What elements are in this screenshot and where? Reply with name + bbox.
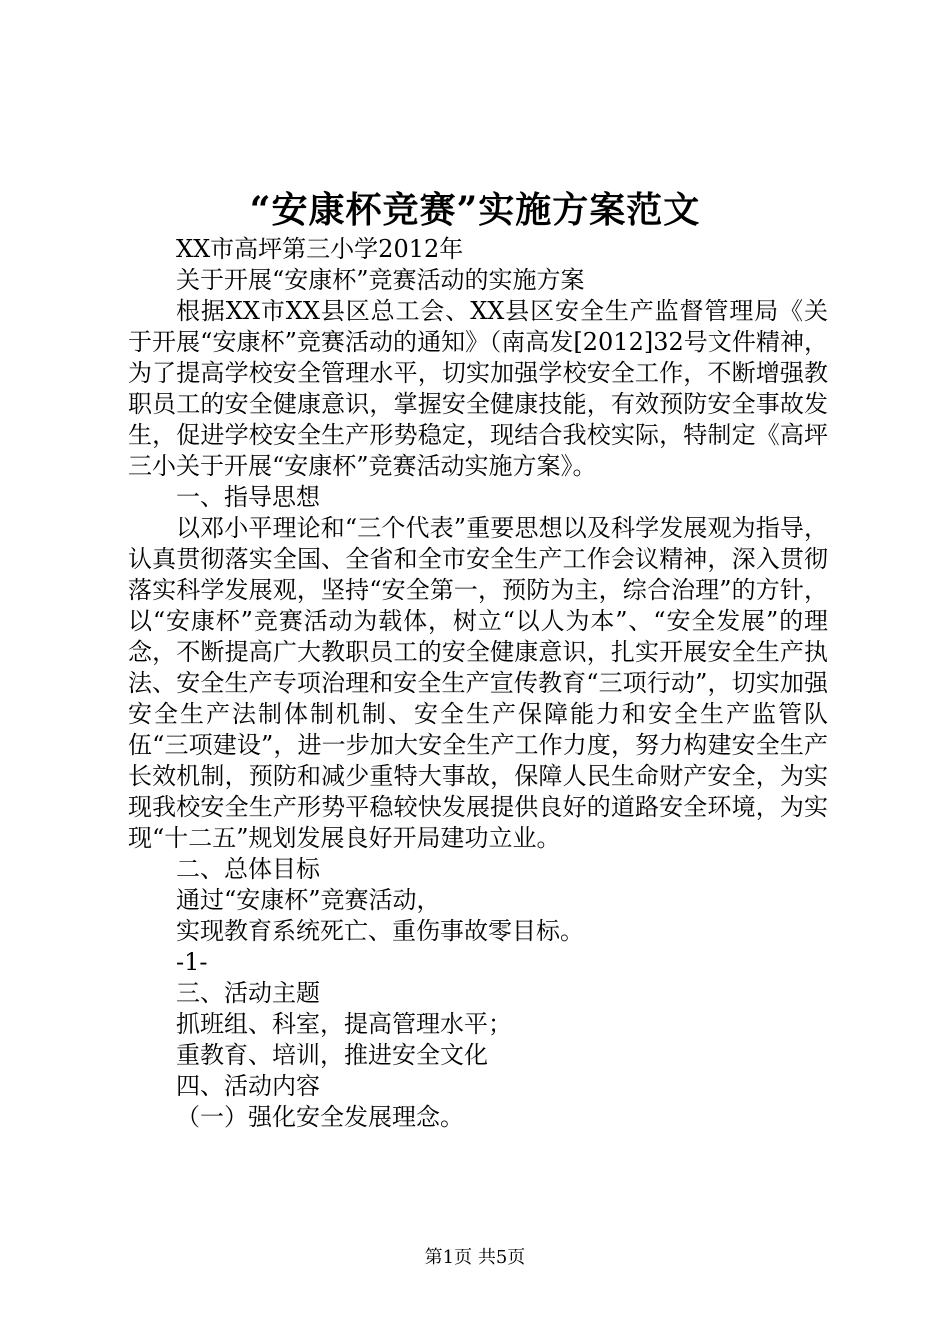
school-year-line: XX市高坪第三小学2012年	[176, 235, 464, 263]
page-marker: -1-	[176, 948, 208, 976]
section1-paragraph: 以邓小平理论和“三个代表”重要思想以及科学发展观为指导，认真贯彻落实全国、全省和全市安全生产工作会议精神，深入贯彻落实科学发展观，坚持“安全第一，预防为主，综合治理”的方针，以“安康杯”竞赛活动为载体，树立“以人为本”、“安全发展”的理念，不断提高广大教职员工的安全健康意识，扎实开展安全生产执法、安全生产专项治理和安全生产宣传教育“三项行动”，切实加强安全生产法制体制机制、安全生产保障能力和安全生产监管队伍“三项建设”，进一步加大安全生产工作力度，努力构建安全生产长效机制，预防和减少重特大事故，保障人民生命财产安全，为实现我校安全生产形势平稳较快发展提供良好的道路安全环境，为实现“十二五”规划发展良好开局建功立业。	[128, 514, 828, 852]
section3-heading: 三、活动主题	[176, 979, 320, 1007]
section1-heading: 一、指导思想	[176, 483, 320, 511]
section3-line: 抓班组、科室，提高管理水平；	[176, 1010, 512, 1038]
document-title: “安康杯竞赛”实施方案范文	[249, 189, 701, 231]
intro-paragraph: 根据XX市XX县区总工会、XX县区安全生产监督管理局《关于开展“安康杯”竞赛活动的通知》（南高发[2012]32号文件精神，为了提高学校安全管理水平，切实加强学校安全工作，不断增强教职员工的安全健康意识，掌握安全健康技能，有效预防安全事故发生，促进学校安全生产形势稳定，现结合我校实际，特制定《高坪三小关于开展“安康杯”竞赛活动实施方案》。	[128, 297, 828, 480]
section4-line: （一）强化安全发展理念。	[176, 1103, 464, 1131]
section3-line: 重教育、培训，推进安全文化	[176, 1041, 488, 1069]
section2-heading: 二、总体目标	[176, 855, 320, 883]
section2-line: 通过“安康杯”竞赛活动，	[176, 886, 441, 914]
plan-subtitle-line: 关于开展“安康杯”竞赛活动的实施方案	[176, 266, 585, 294]
section2-line: 实现教育系统死亡、重伤事故零目标。	[176, 917, 584, 945]
document-body	[128, 234, 828, 1133]
section4-heading: 四、活动内容	[176, 1072, 320, 1100]
page-footer: 第1页 共5页	[424, 1247, 526, 1268]
